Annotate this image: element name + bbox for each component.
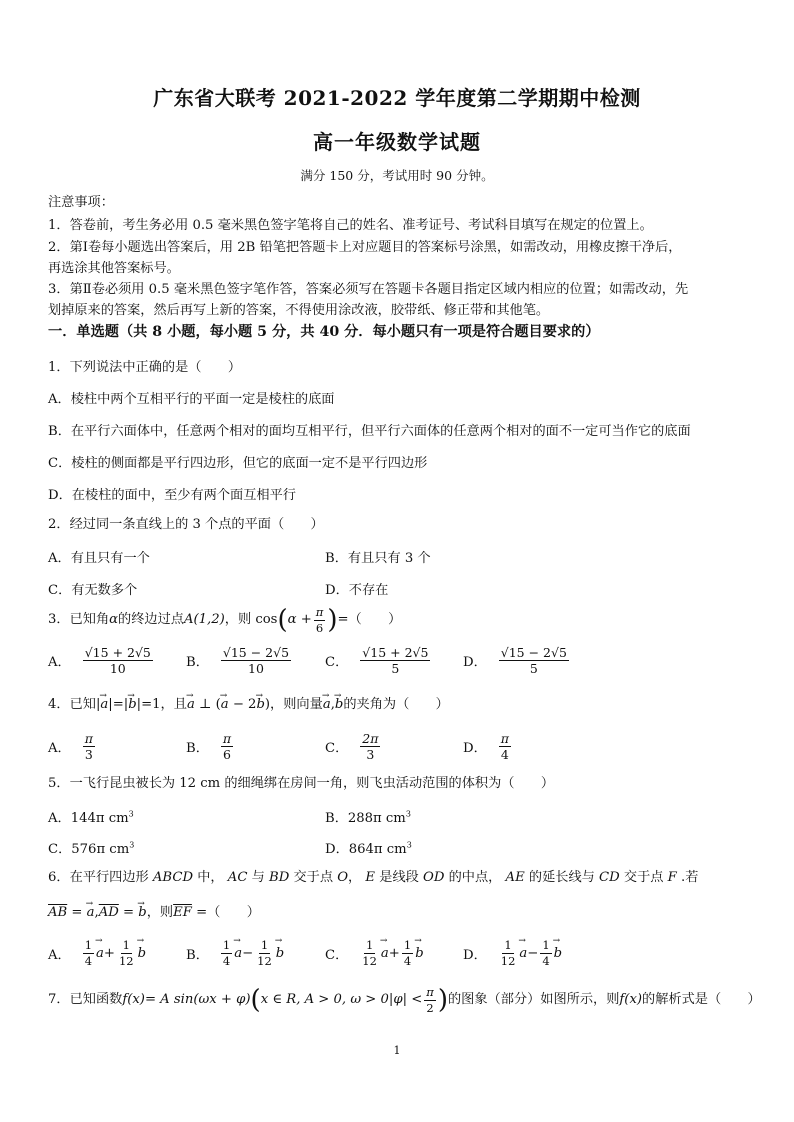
numerator: 2π: [362, 731, 379, 746]
fraction: [360, 938, 379, 969]
exponent: 3: [129, 840, 135, 850]
q4-text: ⊥ (: [194, 697, 221, 712]
numerator: π: [426, 984, 434, 999]
q3-arg: α +: [287, 612, 312, 627]
q2-option-a: A．有且只有一个: [48, 551, 150, 566]
operator: −: [242, 946, 254, 961]
q4-text: 4．已知|: [48, 697, 101, 712]
q4-option-b: [186, 731, 235, 762]
denominator: 4: [500, 747, 509, 762]
fraction: [117, 938, 136, 969]
vector-b: → b: [335, 697, 343, 712]
q6-text: 的延长线与: [524, 870, 600, 885]
vector-b: → b: [256, 697, 264, 712]
note-2-line-2: 再选涂其他答案标号。: [48, 261, 180, 276]
numerator: √15 − 2√5: [500, 645, 567, 660]
q6-option-a: [48, 938, 146, 969]
q3-option-a: [48, 645, 155, 676]
q3-paren-right: ): [327, 605, 338, 635]
q6-var: E: [365, 870, 376, 885]
q7-expression: = A sin(ωx + φ): [144, 992, 251, 1007]
q4-a-fraction: [83, 731, 95, 762]
numerator: 1: [84, 938, 93, 952]
q1-option-d: D．在棱柱的面中，至少有两个面互相平行: [48, 488, 296, 503]
q6-text: 交于点: [619, 870, 668, 885]
vector-a: → a: [221, 697, 229, 712]
option-text: A．144π cm: [48, 811, 129, 826]
denominator: 4: [222, 954, 231, 968]
q6-option-c: [325, 938, 424, 969]
option-label: C．: [325, 655, 349, 670]
option-label: C．: [325, 741, 349, 756]
q7-paren-left: (: [250, 985, 261, 1015]
denominator: 2: [426, 1000, 434, 1015]
section-heading: 一．单选题（共 8 小题，每小题 5 分，共 40 分．每小题只有一项是符合题目要求的）: [48, 324, 600, 340]
q3-alpha: α: [109, 612, 119, 627]
q6-stem-line-1: [48, 869, 698, 887]
q1-option-a: A．棱柱中两个互相平行的平面一定是棱柱的底面: [48, 392, 335, 407]
q7-pi-over-2: [424, 985, 436, 1016]
q4-text: |=1，且: [136, 697, 187, 712]
option-text: C．576π cm: [48, 842, 130, 857]
q6-text: .若: [676, 870, 699, 885]
q3-option-b: [186, 645, 293, 676]
q7-condition: x ∈ R, A > 0, ω > 0|φ| <: [260, 992, 423, 1007]
q7-text: 的图象（部分）如图所示，则: [447, 992, 620, 1007]
q4-text: |=|: [108, 697, 129, 712]
q5-option-a: [48, 807, 134, 826]
q4-option-c: [325, 731, 382, 762]
note-3-line-1: 3．第Ⅱ卷必须用 0.5 毫米黑色签字笔作答，答案必须写在答题卡各题目指定区域内相应的位置；如需改动，先: [48, 282, 689, 297]
option-label: B．: [186, 655, 209, 670]
q6-text: =: [67, 905, 87, 920]
note-3-line-2: 划掉原来的答案，然后再写上新的答案，不得使用涂改液，胶带纸、修正带和其他笔。: [48, 303, 550, 318]
option-text: D．864π cm: [325, 842, 407, 857]
q6-var: ABCD: [152, 870, 194, 885]
vector-b: → b: [138, 946, 146, 961]
q6-var: BD: [269, 870, 290, 885]
q2-option-b: B．有且只有 3 个: [325, 551, 431, 566]
fraction: [255, 938, 274, 969]
q6-text: 与: [247, 870, 269, 885]
q4-option-a: [48, 731, 97, 762]
q6-text: ,: [94, 905, 99, 920]
denominator: 10: [248, 661, 264, 676]
q6-text: ，则: [146, 905, 174, 920]
q4-text: ,: [330, 697, 335, 712]
operator: +: [103, 946, 115, 961]
q4-text: 的夹角为（ ）: [343, 697, 449, 712]
q6-var: O: [337, 870, 349, 885]
q3-mid: 的终边过点: [118, 612, 184, 627]
vector-a: → a: [234, 946, 242, 961]
q3-paren-left: (: [277, 605, 288, 635]
q7-paren-right: ): [437, 985, 448, 1015]
numerator: π: [500, 731, 509, 746]
q3-pre: 3．已知角: [48, 612, 110, 627]
q6-option-b: [186, 938, 284, 969]
vector-ef: $\overline{EF}$: [173, 905, 192, 920]
q3-option-d: [463, 645, 571, 676]
q3-d-fraction: [499, 645, 569, 676]
operator: +: [388, 946, 400, 961]
q6-text: 是线段: [375, 870, 424, 885]
q7-text: 7．已知函数: [48, 992, 123, 1007]
q6-text: 中，: [193, 870, 228, 885]
denominator: 12: [362, 954, 377, 968]
numerator: √15 − 2√5: [222, 645, 290, 660]
q6-text: ，: [348, 870, 366, 885]
exam-subtitle: 高一年级数学试题: [313, 130, 481, 154]
vector-a: → a: [87, 905, 95, 920]
denominator: 12: [500, 954, 516, 968]
q3-option-c: [325, 645, 432, 676]
q6-var: F: [667, 870, 677, 885]
vector-a: → a: [100, 697, 108, 712]
numerator: π: [84, 731, 93, 746]
q4-text: − 2: [228, 697, 257, 712]
vector-b: → b: [276, 946, 284, 961]
exam-title: 广东省大联考 2021-2022 学年度第二学期期中检测: [153, 86, 641, 110]
note-1: 1．答卷前，考生务必用 0.5 毫米黑色签字笔将自己的姓名、准考证号、考试科目填写在规定的位置上。: [48, 218, 653, 233]
q4-stem: [48, 696, 449, 714]
vector-a: → a: [96, 946, 104, 961]
vector-b: → b: [128, 697, 136, 712]
fraction: [540, 938, 551, 969]
q3-then: ，则 cos: [224, 612, 278, 627]
denominator: 3: [366, 747, 375, 762]
option-label: D．: [463, 948, 487, 963]
q2-option-d: D．不存在: [325, 583, 389, 598]
vector-a: → a: [381, 946, 389, 961]
q5-option-b: [325, 807, 411, 826]
numerator: 1: [260, 938, 269, 952]
numerator: 1: [122, 938, 130, 952]
numerator: √15 + 2√5: [84, 645, 151, 660]
q6-var: CD: [599, 870, 620, 885]
operator: −: [527, 946, 539, 961]
denominator: 4: [403, 954, 412, 968]
q7-stem: [48, 982, 761, 1018]
q4-text: )，则向量: [264, 697, 323, 712]
q5-stem: 5．一飞行昆虫被长为 12 cm 的细绳绑在房间一角，则飞虫活动范围的体积为（ ）: [48, 776, 555, 791]
q6-text: 的中点，: [444, 870, 506, 885]
q3-six: 6: [315, 620, 324, 635]
numerator: π: [222, 731, 232, 746]
q6-var: AC: [227, 870, 248, 885]
q3-pi: π: [315, 604, 324, 619]
option-text: B．288π cm: [325, 811, 406, 826]
q7-text: 的解析式是（ ）: [642, 992, 761, 1007]
option-label: B．: [186, 741, 209, 756]
q3-point: A(1,2): [183, 612, 225, 627]
denominator: 4: [84, 954, 93, 968]
q1-option-b: B．在平行六面体中，任意两个相对的面均互相平行，但平行六面体的任意两个相对的面不一定可当作它的底面: [48, 424, 691, 439]
q1-stem: 1．下列说法中正确的是（ ）: [48, 360, 242, 375]
notes-heading: 注意事项：: [48, 195, 114, 210]
option-label: A．: [48, 948, 71, 963]
exponent: 3: [406, 840, 412, 850]
denominator: 6: [223, 747, 231, 762]
q5-option-d: [325, 838, 412, 857]
numerator: 1: [403, 938, 412, 952]
q1-option-c: C．棱柱的侧面都是平行四边形，但它的底面一定不是平行四边形: [48, 456, 428, 471]
denominator: 10: [109, 661, 126, 676]
option-label: D．: [463, 655, 487, 670]
q7-func: f(x): [619, 992, 643, 1007]
q6-text: =: [118, 905, 139, 920]
denominator: 3: [84, 747, 93, 762]
q3-b-fraction: [221, 645, 291, 676]
q6-stem-line-2: [48, 904, 260, 922]
q2-stem: 2．经过同一条直线上的 3 个点的平面（ ）: [48, 517, 324, 532]
option-label: B．: [186, 948, 209, 963]
denominator: 12: [257, 954, 272, 968]
option-label: D．: [463, 741, 487, 756]
q3-tail: =（ ）: [337, 612, 402, 627]
denominator: 5: [529, 661, 538, 676]
vector-a: → a: [187, 697, 195, 712]
vector-a: → a: [519, 946, 527, 961]
q4-b-fraction: [221, 731, 233, 762]
q6-text: 6．在平行四边形: [48, 870, 153, 885]
vector-a: → a: [323, 697, 331, 712]
exam-info: 满分 150 分，考试用时 90 分钟。: [300, 168, 494, 183]
numerator: 1: [504, 938, 512, 952]
option-label: A．: [48, 741, 71, 756]
numerator: 1: [222, 938, 231, 952]
option-label: A．: [48, 655, 71, 670]
q3-pi-over-6: [314, 605, 326, 636]
q3-stem: [48, 603, 401, 637]
denominator: 5: [391, 661, 400, 676]
denominator: 4: [542, 954, 550, 968]
fraction: [499, 938, 518, 969]
fraction: [402, 938, 413, 969]
numerator: √15 + 2√5: [362, 645, 429, 660]
vector-b: → b: [138, 905, 146, 920]
vector-b: → b: [415, 946, 423, 961]
q3-a-fraction: [83, 645, 153, 676]
q3-c-fraction: [360, 645, 430, 676]
exponent: 3: [128, 809, 134, 819]
numerator: 1: [365, 938, 374, 952]
numerator: 1: [542, 938, 550, 952]
note-2-line-1: 2．第Ⅰ卷每小题选出答案后，用 2B 铅笔把答题卡上对应题目的答案标号涂黑，如需改动，用橡皮擦干净后，: [48, 240, 682, 255]
q6-text: 交于点: [289, 870, 338, 885]
vector-b: → b: [554, 946, 562, 961]
q6-var: AE: [505, 870, 525, 885]
q7-func: f(x): [122, 992, 145, 1007]
q4-d-fraction: [499, 731, 511, 762]
fraction: [221, 938, 232, 969]
option-label: C．: [325, 948, 349, 963]
q2-option-c: C．有无数多个: [48, 583, 138, 598]
q6-text: =（ ）: [191, 905, 260, 920]
denominator: 12: [118, 954, 134, 968]
q4-c-fraction: [360, 731, 380, 762]
q6-option-d: [463, 938, 562, 969]
page-number: 1: [393, 1044, 401, 1057]
fraction: [83, 938, 94, 969]
exponent: 3: [405, 809, 411, 819]
q6-var: OD: [423, 870, 445, 885]
q5-option-c: [48, 838, 134, 857]
vector-ad: $\overline{AD}$: [98, 905, 119, 920]
vector-ab: $\overline{AB}$: [48, 905, 68, 920]
q4-option-d: [463, 731, 513, 762]
